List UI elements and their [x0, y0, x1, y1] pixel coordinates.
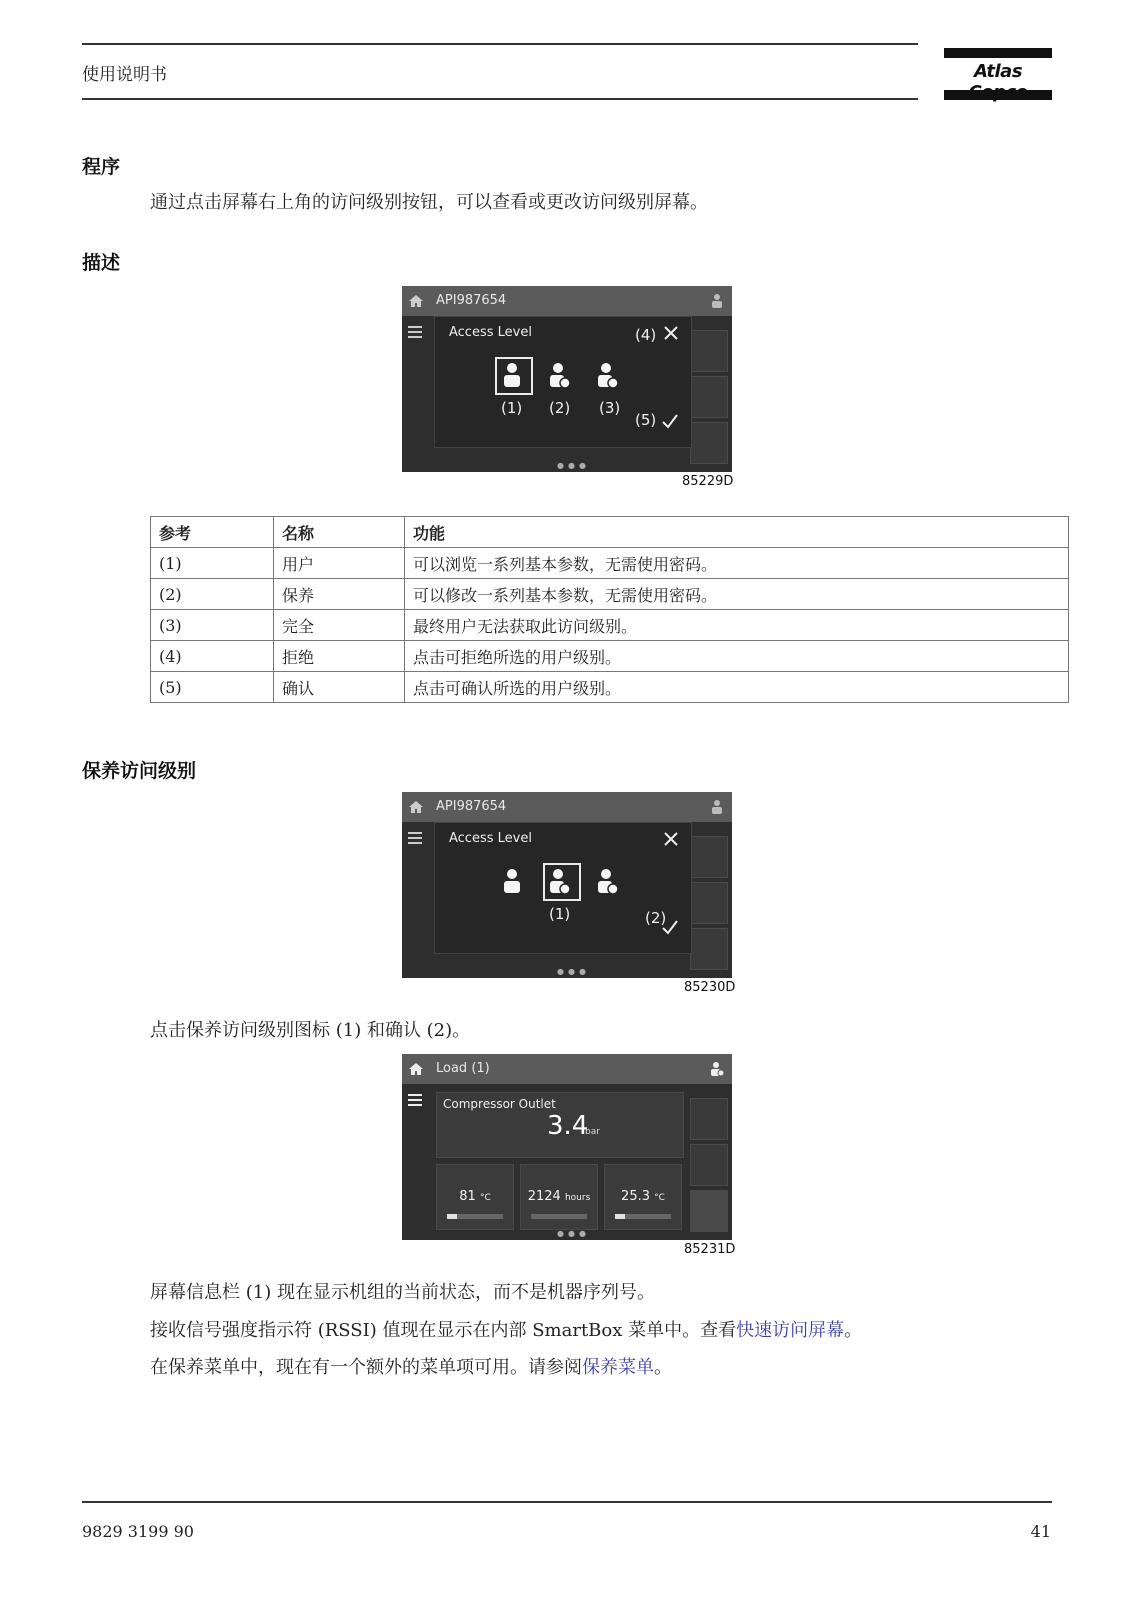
checkmark-icon [661, 413, 679, 429]
temperature-bar [447, 1214, 503, 1219]
compressor-outlet-value: 3.4 [547, 1111, 589, 1141]
document-number: 9829 3199 90 [82, 1522, 194, 1541]
atlas-copco-logo [944, 48, 1052, 100]
compressor-outlet-unit: bar [585, 1127, 600, 1137]
cell-name: 拒绝 [274, 641, 405, 672]
cell-ref: (1) [151, 548, 274, 579]
page-number: 41 [1030, 1522, 1051, 1541]
ambient-temperature-value: 25.3 [621, 1189, 650, 1204]
screen-topbar-text: API987654 [436, 293, 507, 308]
figure3-caption: 85231D [684, 1242, 736, 1257]
callout-5: (5) [635, 411, 657, 429]
user-level-icon [501, 361, 523, 389]
col-header-function: 功能 [405, 517, 1069, 548]
cell-ref: (4) [151, 641, 274, 672]
menu-icon [408, 832, 422, 846]
table-row [151, 641, 1069, 672]
warning-side-button [690, 836, 728, 878]
ambient-temperature-unit: °C [654, 1193, 665, 1203]
checkmark-icon [661, 919, 679, 935]
cell-function: 点击可拒绝所选的用户级别。 [405, 641, 1069, 672]
full-level-icon [597, 361, 619, 389]
screen-topbar [402, 792, 732, 822]
section-heading-procedure: 程序 [82, 156, 121, 178]
start-side-button [690, 1190, 728, 1232]
start-side-button [690, 928, 728, 970]
temperature-tile [436, 1164, 514, 1230]
user-icon [710, 293, 724, 309]
temperature-value: 81 [459, 1189, 476, 1204]
access-level-dialog [434, 316, 692, 448]
header-top-rule [82, 43, 918, 45]
temperature-unit: °C [479, 1193, 491, 1203]
maintenance-level-icon [549, 867, 571, 895]
home-icon [408, 1061, 424, 1077]
callout-1: (1) [501, 399, 523, 417]
service-side-button [690, 882, 728, 924]
table-row [151, 548, 1069, 579]
maintenance-level-icon [549, 361, 571, 389]
manual-title: 使用说明书 [82, 65, 167, 85]
page-dots: ●●● [557, 1229, 590, 1238]
compressor-outlet-label: Compressor Outlet [443, 1097, 556, 1111]
page-dots: ●●● [557, 461, 590, 470]
warning-side-button [690, 330, 728, 372]
running-hours-bar [531, 1214, 587, 1219]
screen-topbar [402, 1054, 732, 1084]
note-maintenance-text: 在保养菜单中，现在有一个额外的菜单项可用。请参阅 [150, 1357, 582, 1378]
screen-topbar-text: Load (1) [436, 1061, 490, 1076]
note-rssi-suffix: 。 [844, 1320, 863, 1341]
cell-name: 完全 [274, 610, 405, 641]
cell-ref: (5) [151, 672, 274, 703]
ambient-temperature-tile [604, 1164, 682, 1230]
screen-topbar [402, 286, 732, 316]
reference-table [150, 516, 1069, 703]
running-hours-unit: hours [564, 1193, 591, 1203]
user-icon [710, 799, 724, 815]
procedure-text: 通过点击屏幕右上角的访问级别按钮，可以查看或更改访问级别屏幕。 [150, 192, 708, 213]
service-side-button [690, 1144, 728, 1186]
logo-text: Atlas [973, 61, 1023, 82]
home-icon [408, 293, 424, 309]
maintenance-access-screenshot [402, 792, 732, 978]
cell-name: 保养 [274, 579, 405, 610]
section-heading-description: 描述 [82, 252, 121, 274]
load-status-screenshot [402, 1054, 732, 1240]
access-level-dialog [434, 822, 692, 954]
cell-function: 点击可确认所选的用户级别。 [405, 672, 1069, 703]
cell-ref: (2) [151, 579, 274, 610]
dialog-title: Access Level [449, 325, 532, 340]
user-level-icon [501, 867, 523, 895]
cell-name: 确认 [274, 672, 405, 703]
callout-2: (2) [645, 909, 667, 927]
header-bottom-rule [82, 98, 918, 100]
menu-icon [408, 1094, 422, 1108]
col-header-name: 名称 [274, 517, 405, 548]
full-level-icon [597, 867, 619, 895]
close-icon [663, 831, 679, 847]
footer-rule [82, 1501, 1052, 1503]
cell-function: 最终用户无法获取此访问级别。 [405, 610, 1069, 641]
ambient-temperature-bar [615, 1214, 671, 1219]
figure1-caption: 85229D [682, 474, 734, 489]
callout-3: (3) [599, 399, 621, 417]
note-maintenance-menu [150, 1353, 672, 1379]
screen-topbar-text: API987654 [436, 799, 507, 814]
compressor-outlet-tile [436, 1092, 684, 1158]
home-icon [408, 799, 424, 815]
callout-4: (4) [635, 326, 657, 344]
note-status-bar: 屏幕信息栏 (1) 现在显示机组的当前状态，而不是机器序列号。 [150, 1282, 655, 1303]
callout-2: (2) [549, 399, 571, 417]
cell-name: 用户 [274, 548, 405, 579]
cell-ref: (3) [151, 610, 274, 641]
callout-1: (1) [549, 905, 571, 923]
col-header-ref: 参考 [151, 517, 274, 548]
note-rssi-text: 接收信号强度指示符 (RSSI) 值现在显示在内部 SmartBox 菜单中。查看 [150, 1320, 737, 1341]
running-hours-tile [520, 1164, 598, 1230]
cell-function: 可以修改一系列基本参数，无需使用密码。 [405, 579, 1069, 610]
note-rssi [150, 1316, 862, 1342]
maintenance-user-icon [710, 1061, 724, 1077]
table-row [151, 672, 1069, 703]
service-side-button [690, 376, 728, 418]
table-row [151, 610, 1069, 641]
quick-access-screen-link[interactable]: 快速访问屏幕 [736, 1320, 845, 1341]
warning-side-button [690, 1098, 728, 1140]
section-heading-maintenance-access: 保养访问级别 [82, 760, 197, 782]
maintenance-menu-link[interactable]: 保养菜单 [582, 1357, 654, 1378]
page-dots: ●●● [557, 967, 590, 976]
table-row [151, 579, 1069, 610]
table-header-row [151, 517, 1069, 548]
figure2-caption: 85230D [684, 980, 736, 995]
cell-function: 可以浏览一系列基本参数，无需使用密码。 [405, 548, 1069, 579]
note-maintenance-suffix: 。 [654, 1357, 672, 1378]
maintenance-instruction-text: 点击保养访问级别图标 (1) 和确认 (2)。 [150, 1020, 471, 1041]
running-hours-value: 2124 [527, 1189, 561, 1204]
start-side-button [690, 422, 728, 464]
menu-icon [408, 326, 422, 340]
close-icon [663, 325, 679, 341]
dialog-title: Access Level [449, 831, 532, 846]
access-level-screenshot [402, 286, 732, 472]
